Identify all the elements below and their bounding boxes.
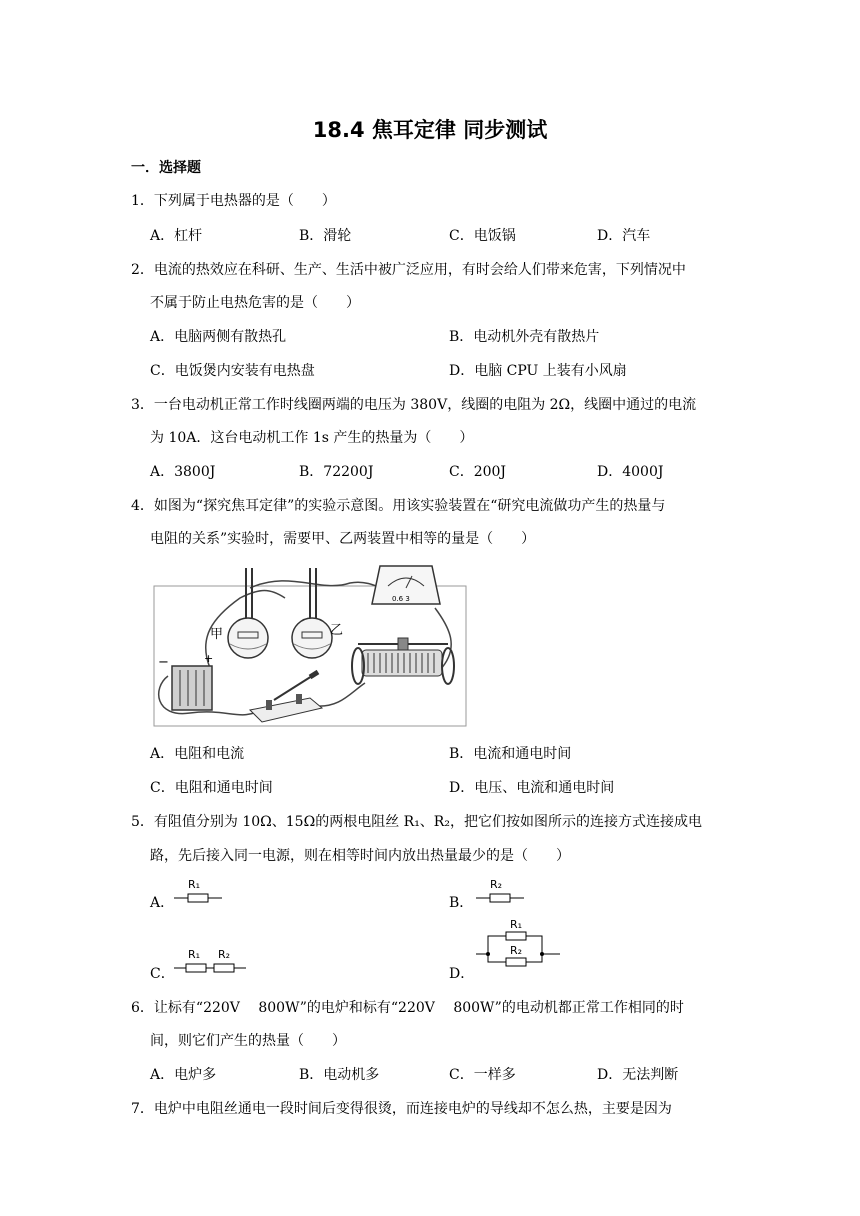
question-4-option-b[interactable]: B．电流和通电时间 — [449, 746, 572, 762]
question-3-option-b[interactable]: B．72200J — [299, 464, 374, 480]
question-3-option-c[interactable]: C．200J — [449, 464, 507, 480]
question-5-option-c[interactable]: C． — [150, 966, 175, 982]
question-1-option-b[interactable]: B．滑轮 — [299, 228, 352, 244]
battery-plus-label: + — [204, 652, 214, 665]
section-heading: 一．选择题 — [131, 160, 201, 176]
question-2-option-a[interactable]: A．电脑两侧有散热孔 — [150, 329, 287, 345]
question-4-option-d[interactable]: D．电压、电流和通电时间 — [449, 780, 615, 796]
circuit-c-r1-label: R₁ — [188, 948, 201, 961]
question-6-stem-line-2: 间，则它们产生的热量（ ） — [150, 1033, 346, 1049]
question-3-option-a[interactable]: A．3800J — [150, 464, 216, 480]
page-title: 18.4 焦耳定律 同步测试 — [312, 118, 548, 142]
question-4-option-c[interactable]: C．电阻和通电时间 — [150, 780, 273, 796]
switch-icon — [250, 672, 322, 722]
question-1-stem: 1．下列属于电热器的是（ ） — [131, 193, 336, 209]
question-4-stem-line-1: 4．如图为“探究焦耳定律”的实验示意图。用该实验装置在“研究电流做功产生的热量与 — [131, 498, 666, 514]
circuit-d-parallel — [474, 916, 564, 974]
question-1-option-d[interactable]: D．汽车 — [597, 228, 651, 244]
circuit-c-r2-label: R₂ — [218, 948, 231, 961]
question-5-option-a[interactable]: A． — [150, 895, 175, 911]
question-6-option-c[interactable]: C．一样多 — [449, 1067, 516, 1083]
question-2-option-d[interactable]: D．电脑 CPU 上装有小风扇 — [449, 363, 627, 379]
joule-law-apparatus-figure — [150, 558, 470, 730]
question-2-option-c[interactable]: C．电饭煲内安装有电热盘 — [150, 363, 315, 379]
question-2-stem-line-1: 2．电流的热效应在科研、生产、生活中被广泛应用，有时会给人们带来危害，下列情况中 — [131, 262, 686, 278]
question-1-option-a[interactable]: A．杠杆 — [150, 228, 203, 244]
question-4-option-a[interactable]: A．电阻和电流 — [150, 746, 245, 762]
circuit-b-r2 — [474, 876, 526, 906]
question-5-stem-line-2: 路，先后接入同一电源，则在相等时间内放出热量最少的是（ ） — [150, 848, 570, 864]
question-3-stem-line-1: 3．一台电动机正常工作时线圈两端的电压为 380V，线圈的电阻为 2Ω，线圈中通过的电流 — [131, 397, 697, 413]
label-jia: 甲 — [210, 627, 224, 642]
circuit-a-r1-label: R₁ — [188, 878, 201, 891]
question-1-option-c[interactable]: C．电饭锅 — [449, 228, 516, 244]
question-6-stem-line-1: 6．让标有“220V 800W”的电炉和标有“220V 800W”的电动机都正常工作相同的时 — [131, 1000, 684, 1016]
circuit-a-r1 — [172, 876, 224, 906]
circuit-b-r2-label: R₂ — [490, 878, 503, 891]
ammeter-scale-label: 0.6 3 — [392, 595, 410, 603]
circuit-c-series — [172, 946, 248, 976]
question-5-option-d[interactable]: D． — [449, 966, 475, 982]
ammeter-icon — [372, 566, 440, 604]
battery-icon — [158, 652, 213, 710]
question-4-stem-line-2: 电阻的关系”实验时，需要甲、乙两装置中相等的量是（ ） — [150, 531, 536, 547]
question-7-stem-line-1: 7．电炉中电阻丝通电一段时间后变得很烫，而连接电炉的导线却不怎么热，主要是因为 — [131, 1101, 672, 1117]
circuit-d-r2-label: R₂ — [510, 944, 523, 957]
question-5-option-b[interactable]: B． — [449, 895, 474, 911]
circuit-d-r1-label: R₁ — [510, 918, 523, 931]
question-6-option-d[interactable]: D．无法判断 — [597, 1067, 679, 1083]
battery-minus-label: − — [158, 655, 169, 670]
question-6-option-a[interactable]: A．电炉多 — [150, 1067, 217, 1083]
question-2-stem-line-2: 不属于防止电热危害的是（ ） — [150, 295, 360, 311]
question-6-option-b[interactable]: B．电动机多 — [299, 1067, 380, 1083]
label-yi: 乙 — [330, 623, 344, 638]
question-5-stem-line-1: 5．有阻值分别为 10Ω、15Ω的两根电阻丝 R₁、R₂，把它们按如图所示的连接方式连接成电 — [131, 814, 702, 830]
question-3-option-d[interactable]: D．4000J — [597, 464, 664, 480]
rheostat-icon — [352, 638, 454, 684]
question-2-option-b[interactable]: B．电动机外壳有散热片 — [449, 329, 600, 345]
question-3-stem-line-2: 为 10A．这台电动机工作 1s 产生的热量为（ ） — [150, 430, 474, 446]
